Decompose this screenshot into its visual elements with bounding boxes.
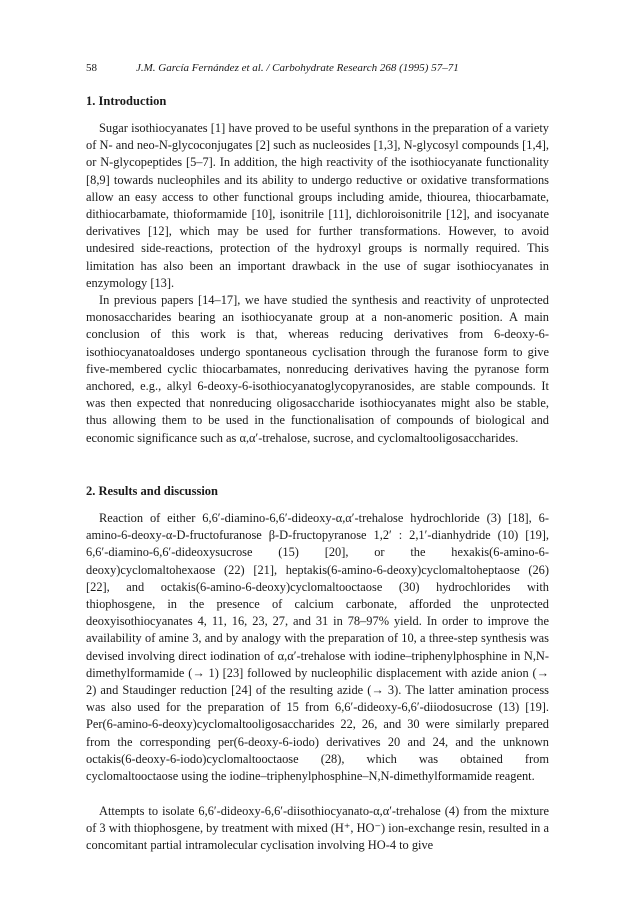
results-paragraph-1: Reaction of either 6,6′-diamino-6,6′-dideoxy-α,α′-trehalose hydrochloride (3) [18], 6-amino-6-deoxy-α-D-fructofuranose β-D-fructopyranose 1,2′ : 2,1′-dianhydride (10) [19], 6,6′-diamino-6,6′-dideoxysucrose (15) [20], or the hexakis(6-amino-6-deoxy)cyclomaltohexaose (22) [21], heptakis(6-amino-6-deoxy)cyclomaltoheptaose (26) [22], and octakis(6-amino-6-deoxy)cyclomaltooctaose (30) hydrochlorides with thiophosgene, in the presence of calcium carbonate, afforded the unprotected deoxyisothiocyanates 4, 11, 16, 23, 27, and 31 in 78–97% yield. In order to improve the availability of amine 3, and by analogy with the preparation of 10, a three-step synthesis was devised involving direct iodination of α,α′-trehalose with iodine–triphenylphosphine in N,N-dimethylformamide (→ 1) [23] followed by nucleophilic displacement with azide anion (→ 2) and Staudinger reduction [24] of the resulting azide (→ 3). The latter amination process was also used for the preparation of 15 from 6,6′-dideoxy-6,6′-diiodosucrose (13) [19]. Per(6-amino-6-deoxy)cyclomaltooligosaccharides 22, 26, and 30 were similarly prepared from the corresponding per(6-deoxy-6-iodo) derivatives 20 and 24, and the unknown octakis(6-deoxy-6-iodo)cyclomaltooctaose (28), which was obtained from cyclomaltooctaose using the iodine–triphenylphosphine–N,N-dimethylformamide reagent. [86,511,549,784]
introduction-heading: 1. Introduction [86,94,167,108]
introduction-paragraph-2: In previous papers [14–17], we have studied the synthesis and reactivity of unprotected monosaccharides bearing an isothiocyanate group at a non-anomeric position. A main conclusion of this work is that, whereas reducing derivatives from 6-deoxy-6-isothiocyanatoaldoses undergo spontaneous cyclisation through the furanose form to give five-membered cyclic thiocarbamates, nonreducing derivatives having the pyranose form anchored, e.g., alkyl 6-deoxy-6-isothiocyanatoglycopyranosides, are stable compounds. It was then expected that nonreducing oligosaccharide isothiocyanates might also be stable, thus allowing them to be used in the functionalisation of compounds of biological and economic significance such as α,α′-trehalose, sucrose, and cyclomaltooligosaccharides. [86,293,549,445]
results-heading: 2. Results and discussion [86,484,218,498]
running-header [86,62,546,74]
results-paragraph-2: Attempts to isolate 6,6′-dideoxy-6,6′-diisothiocyanato-α,α′-trehalose (4) from the mixture of 3 with thiophosgene, by treatment with mixed (H⁺, HO⁻) ion-exchange resin, resulted in a concomitant partial intramolecular cyclisation involving HO-4 to give [86,804,549,853]
introduction-paragraph-1: Sugar isothiocyanates [1] have proved to be useful synthons in the preparation of a variety of N- and neo-N-glycoconjugates [2] such as nucleosides [1,3], N-glycosyl compounds [1,4], or N-glycopeptides [5–7]. In addition, the high reactivity of the isothiocyanate functionality [8,9] towards nucleophiles and its ability to undergo reductive or oxidative transformations allow an easy access to other functional groups including amide, thiourea, thiocarbamate, dithiocarbamate, thioformamide [10], isonitrile [11], dichloroisonitrile [12], and isocyanate derivatives [12], which may be used for further transformations. However, to avoid undesired side-reactions, protection of the hydroxyl groups is normally required. This limitation has also been an important drawback in the use of sugar isothiocyanates in enzymology [13]. [86,121,549,290]
running-title: J.M. García Fernández et al. / Carbohydrate Research 268 (1995) 57–71 [136,62,459,74]
page-number: 58 [86,62,97,74]
